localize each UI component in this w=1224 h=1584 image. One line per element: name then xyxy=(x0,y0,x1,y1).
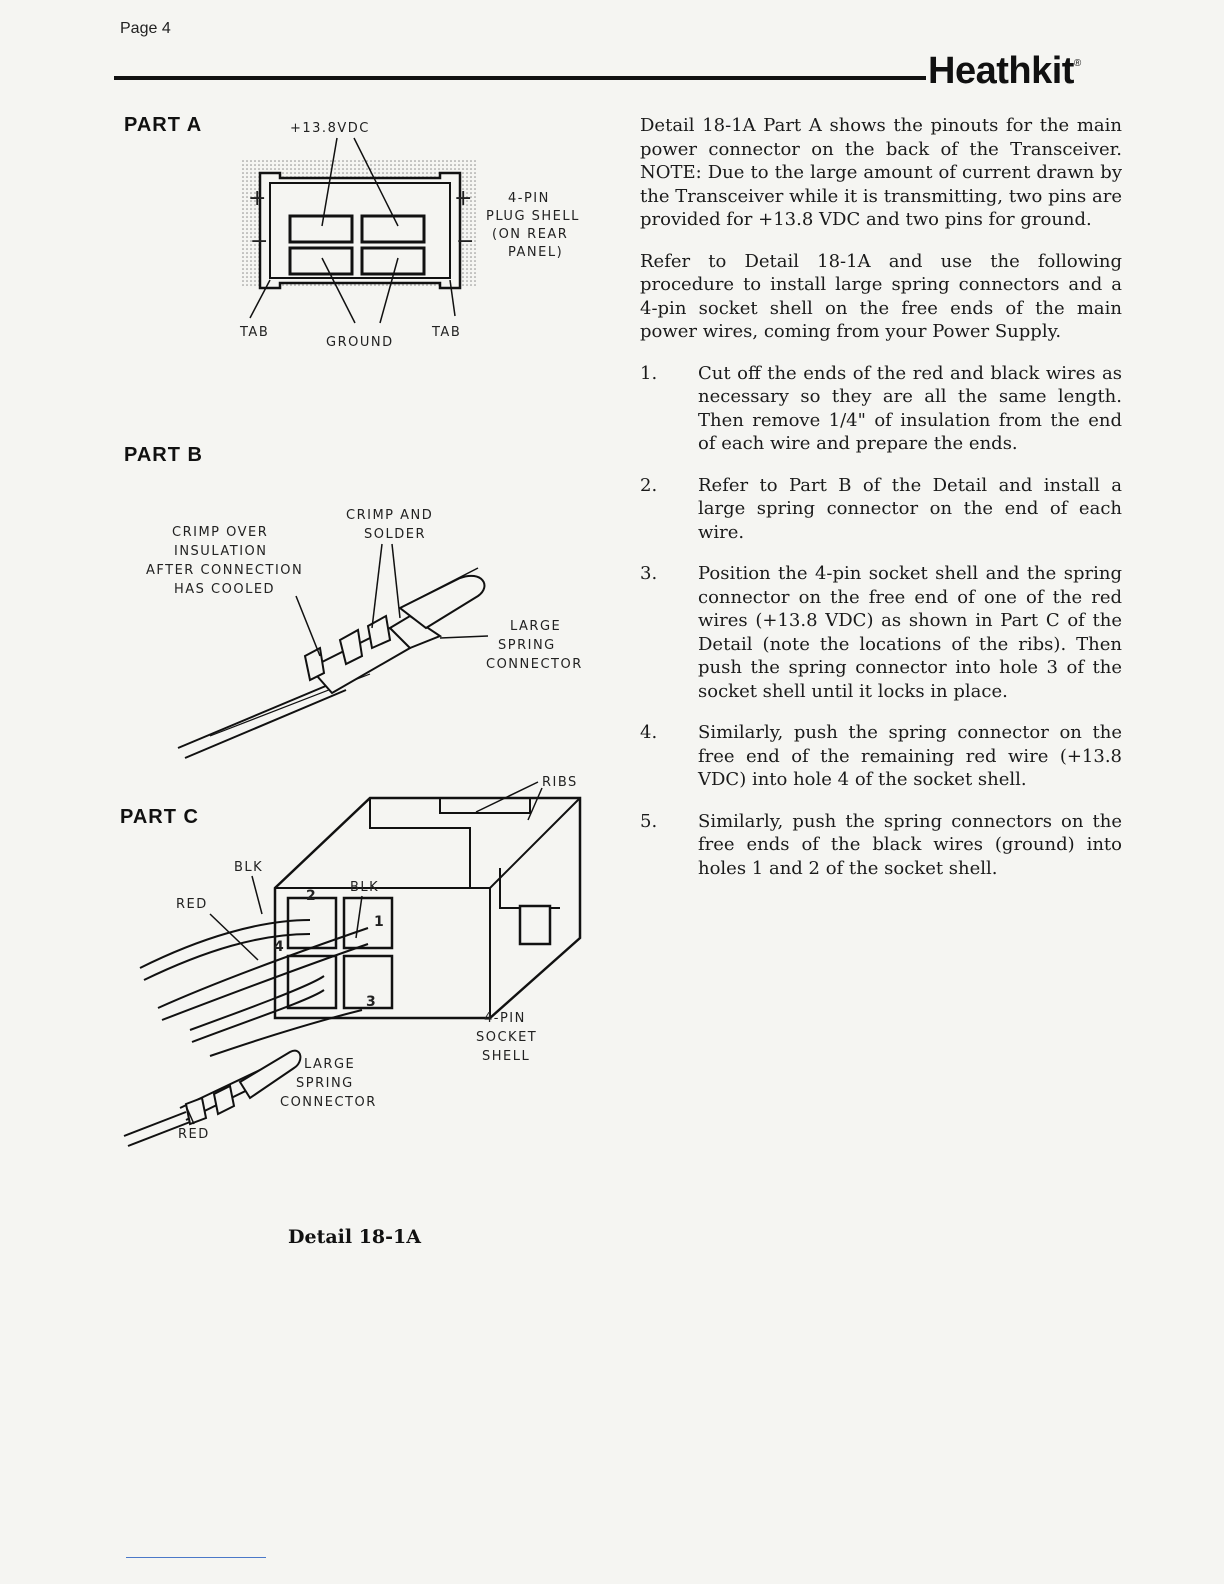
socket-shell-label-1: 4-PIN xyxy=(484,1011,526,1026)
crimp-solder-label-1: CRIMP AND xyxy=(346,508,434,523)
socket-shell-label-3: SHELL xyxy=(482,1049,531,1064)
step-item xyxy=(640,721,1122,792)
tab-right-label: TAB xyxy=(432,325,462,340)
step-text: Position the 4-pin socket shell and the spring connector on the free end of one of the red wires (+13.8 VDC) as shown in Part C of the Detail (note the locations of the ribs). Then push the spring connector into hole 3 of the socket shell until it locks in place. xyxy=(698,563,1122,702)
blk-inner-label: BLK xyxy=(350,880,380,895)
ground-label: GROUND xyxy=(326,335,394,350)
pin-top-right xyxy=(362,216,424,242)
header-rule xyxy=(114,76,926,80)
brand-name: Heathkit xyxy=(928,50,1074,92)
step-number: 2. xyxy=(640,474,658,496)
pin-bottom-left xyxy=(290,248,352,274)
part-c-socket-diagram xyxy=(124,775,580,1146)
plug-shell-label-4: PANEL) xyxy=(508,245,564,260)
detail-diagram xyxy=(110,108,610,1148)
minus-right: − xyxy=(456,229,476,254)
crimp-over-label-2: INSULATION xyxy=(174,544,268,559)
instructions-column xyxy=(640,114,1122,898)
socket-shell-label-2: SOCKET xyxy=(476,1030,538,1045)
part-b-connector-diagram xyxy=(146,508,583,758)
plus-left: + xyxy=(248,186,268,211)
procedure-intro-paragraph: Refer to Detail 18-1A and use the following procedure to install large spring connectors and a 4-pin socket shell on the free ends of the main power wires, coming from your Power Supply. xyxy=(640,250,1122,342)
part-b-connector-label-3: CONNECTOR xyxy=(486,657,583,672)
part-c-title: PART C xyxy=(120,806,199,828)
step-number: 5. xyxy=(640,810,658,832)
step-text: Similarly, push the spring connector on the free end of the remaining red wire (+13.8 VDC) into hole 4 of the socket shell. xyxy=(698,722,1122,790)
registered-mark: ® xyxy=(1073,58,1081,69)
crimp-over-label-3: AFTER CONNECTION xyxy=(146,563,304,578)
brand-logo xyxy=(928,50,1081,93)
red-top-label: RED xyxy=(176,897,208,912)
voltage-label: +13.8VDC xyxy=(290,121,370,136)
loose-connector-label-2: SPRING xyxy=(296,1076,354,1091)
part-a-plug-diagram xyxy=(239,121,580,350)
hole-2-label: 2 xyxy=(306,888,318,904)
loose-connector-label-3: CONNECTOR xyxy=(280,1095,377,1110)
minus-left: − xyxy=(250,229,270,254)
footer-link-line xyxy=(126,1557,266,1558)
pin-bottom-right xyxy=(362,248,424,274)
loose-connector-label-1: LARGE xyxy=(304,1057,356,1072)
step-text: Similarly, push the spring connectors on the free ends of the black wires (ground) into holes 1 and 2 of the socket shell. xyxy=(698,810,1122,879)
step-number: 1. xyxy=(640,362,658,384)
part-b-title: PART B xyxy=(124,444,203,466)
plus-right: + xyxy=(454,186,474,211)
step-item xyxy=(640,362,1122,456)
crimp-solder-label-2: SOLDER xyxy=(364,527,426,542)
hole-1-label: 1 xyxy=(374,914,386,930)
red-bottom-label: RED xyxy=(178,1127,210,1142)
ribs-label: RIBS xyxy=(542,775,578,790)
tab-left-label: TAB xyxy=(240,325,270,340)
intro-paragraph: Detail 18-1A Part A shows the pinouts for the main power connector on the back of the Transceiver. NOTE: Due to the large amount of current drawn by the Transceiver while it is transmitting, two pins are provided for +13.8 VDC and two pins for ground. xyxy=(640,115,1122,230)
step-item xyxy=(640,810,1122,881)
plug-shell-label-3: (ON REAR xyxy=(492,227,569,242)
step-item xyxy=(640,562,1122,703)
hole-3-label: 3 xyxy=(366,994,378,1010)
part-b-connector-label-1: LARGE xyxy=(510,619,562,634)
part-a-title: PART A xyxy=(124,114,203,136)
plug-shell-label-1: 4-PIN xyxy=(508,191,550,206)
plug-shell-label-2: PLUG SHELL xyxy=(486,209,580,224)
blk-top-label: BLK xyxy=(234,860,264,875)
pin-top-left xyxy=(290,216,352,242)
page-number: Page 4 xyxy=(120,20,171,37)
step-text: Refer to Part B of the Detail and install a large spring connector on the end of each wire. xyxy=(698,474,1122,543)
hole-4-label: 4 xyxy=(274,939,286,955)
step-number: 3. xyxy=(640,563,658,584)
step-text: Cut off the ends of the red and black wires as necessary so they are all the same length. Then remove 1/4" of insulation from the end of each wire and prepare the ends. xyxy=(698,362,1122,454)
step-item xyxy=(640,474,1122,545)
crimp-over-label-4: HAS COOLED xyxy=(174,582,276,597)
detail-caption: Detail 18-1A xyxy=(288,1226,421,1248)
step-number: 4. xyxy=(640,722,658,743)
crimp-over-label-1: CRIMP OVER xyxy=(172,525,269,540)
part-b-connector-label-2: SPRING xyxy=(498,638,556,653)
